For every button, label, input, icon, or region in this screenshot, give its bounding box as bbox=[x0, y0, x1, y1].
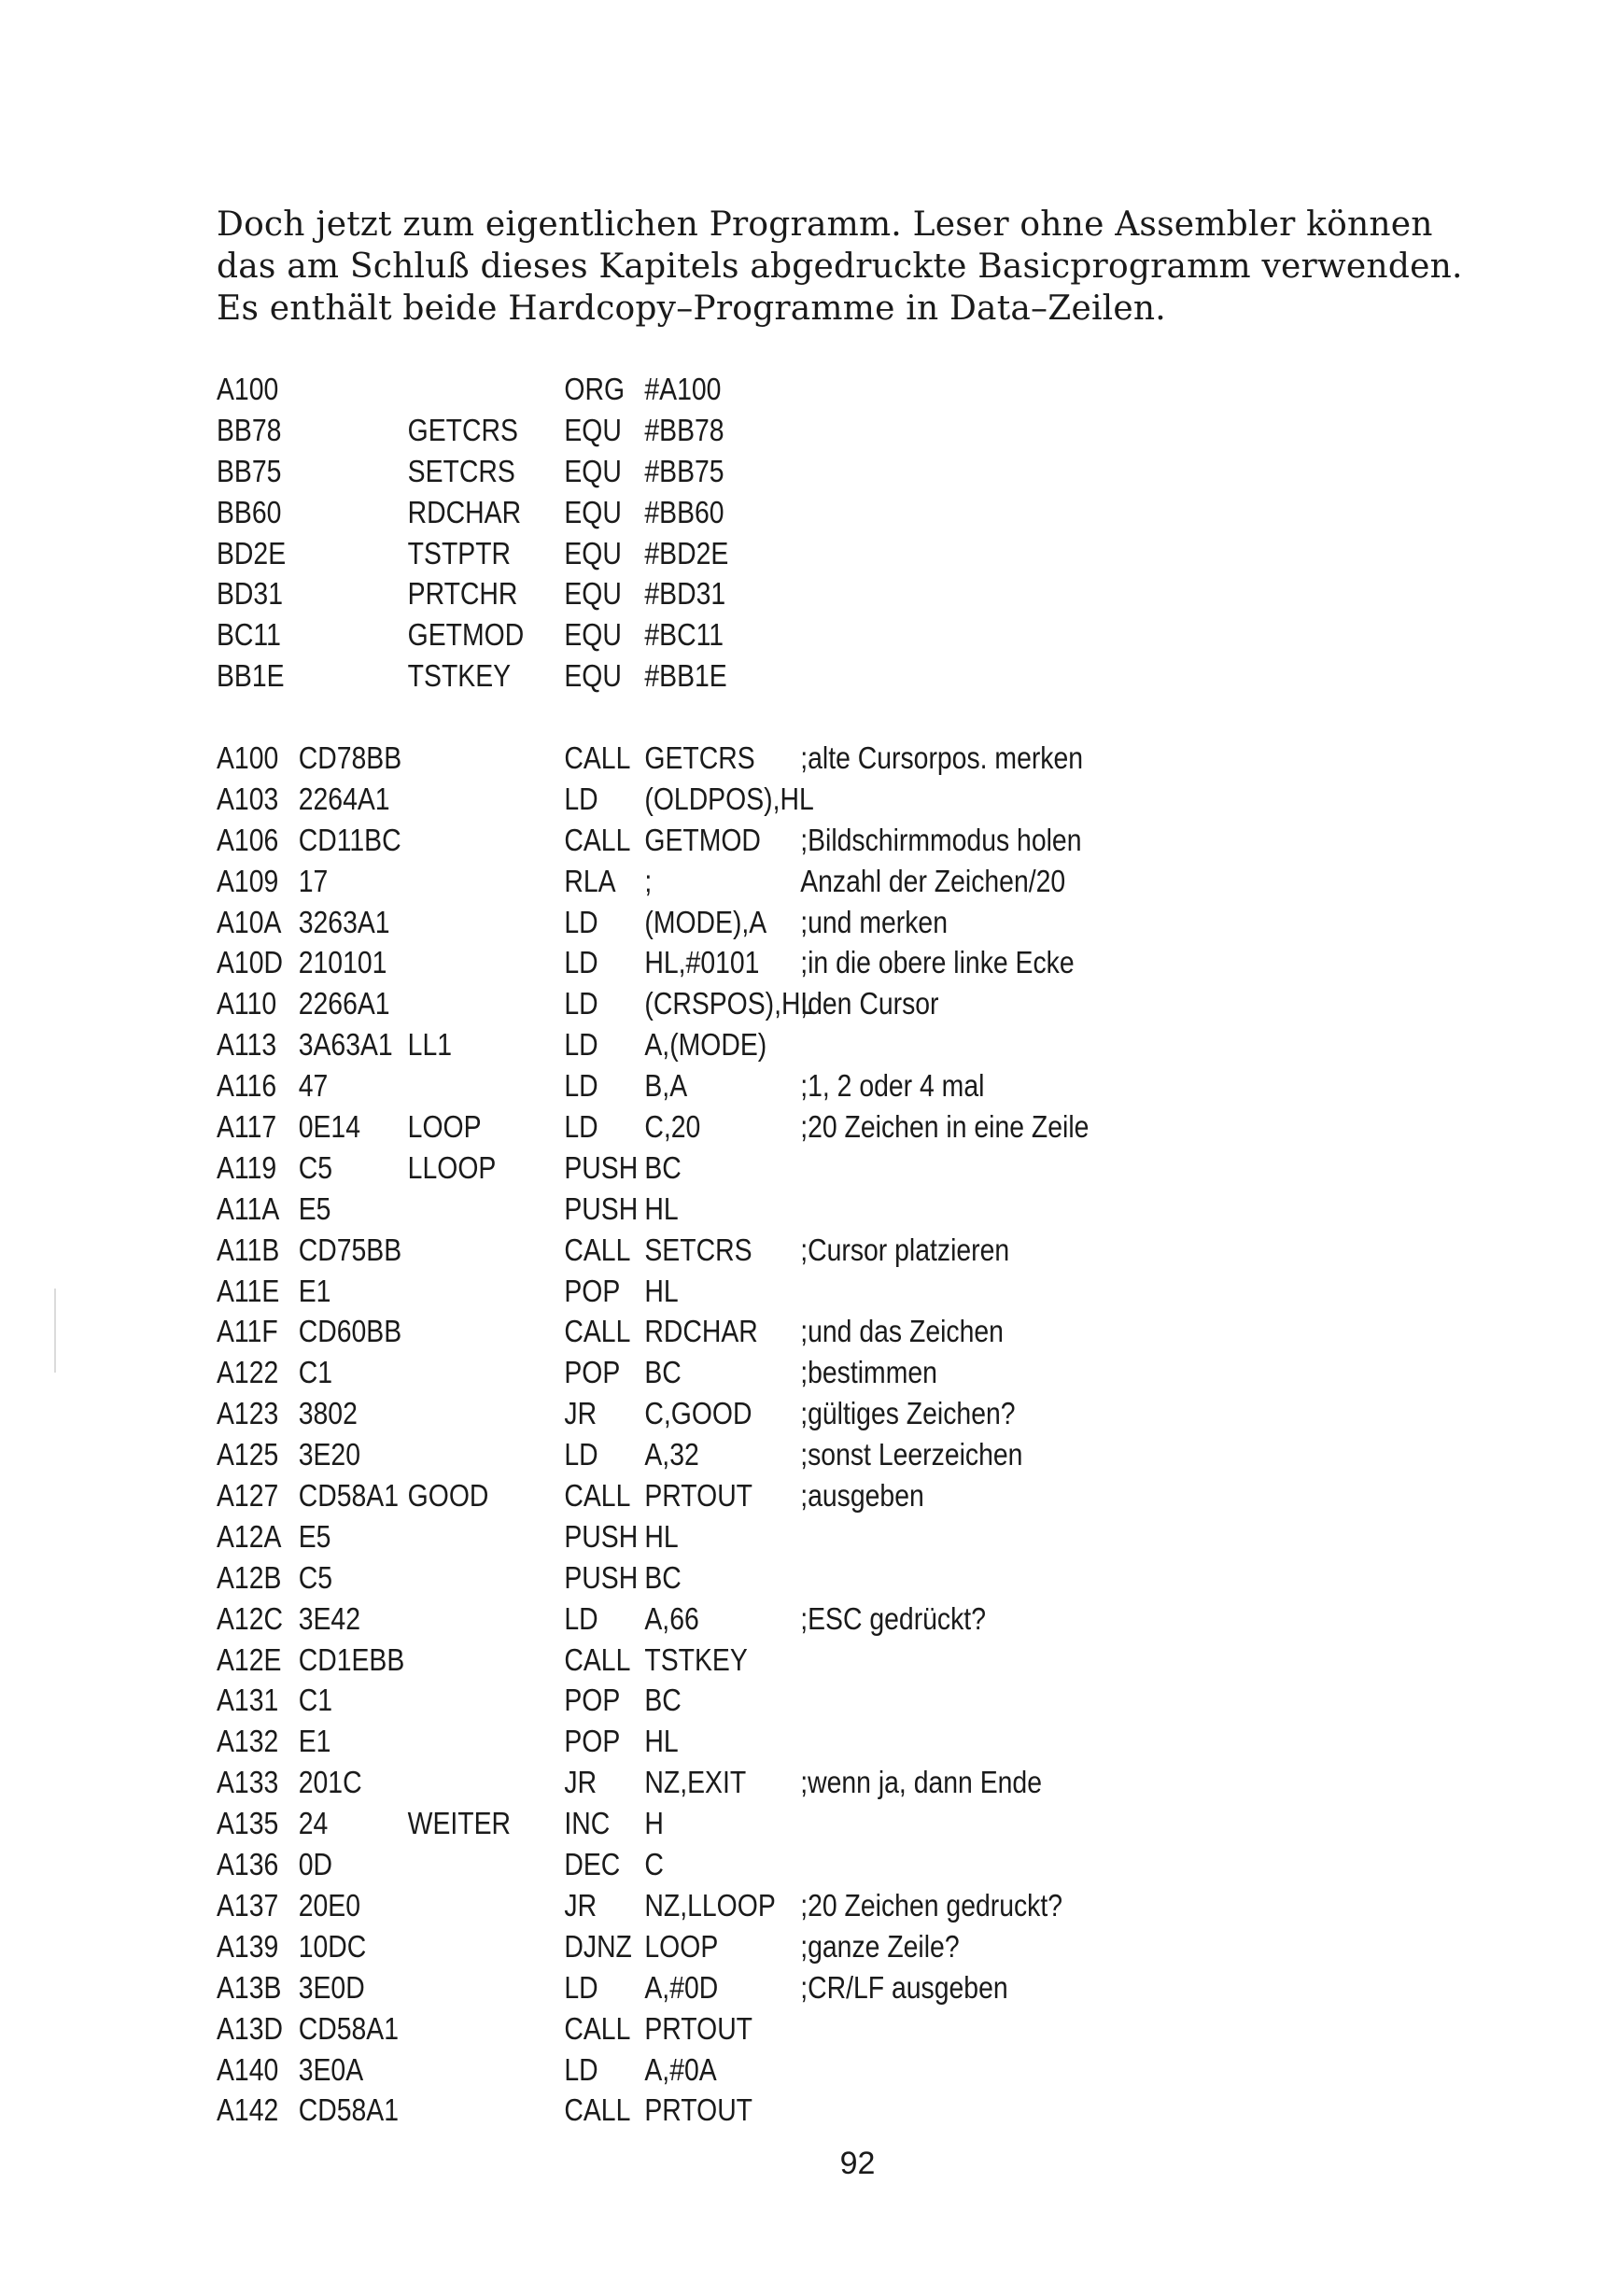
operand-cell: HL bbox=[644, 1724, 679, 1759]
operand-cell: HL bbox=[644, 1518, 679, 1554]
bytes-cell: CD11BC bbox=[298, 822, 401, 857]
mnemonic-cell: RLA bbox=[564, 863, 616, 898]
operand-cell: LOOP bbox=[644, 1928, 719, 1964]
comment-cell: ;20 Zeichen in eine Zeile bbox=[800, 1109, 1090, 1145]
mnemonic-cell: LD bbox=[564, 1437, 598, 1472]
operand-cell: BC bbox=[644, 1149, 682, 1185]
label-cell: WEITER bbox=[407, 1806, 512, 1841]
bytes-cell: CD60BB bbox=[298, 1314, 402, 1349]
operand-cell: #BD31 bbox=[644, 576, 726, 612]
mnemonic-cell: EQU bbox=[564, 494, 622, 529]
operand-cell: H bbox=[644, 1806, 664, 1841]
mnemonic-cell: CALL bbox=[564, 1314, 631, 1349]
bytes-cell: 24 bbox=[298, 1806, 329, 1841]
operand-cell: A,66 bbox=[644, 1600, 699, 1636]
mnemonic-cell: POP bbox=[564, 1683, 621, 1718]
address-cell: A119 bbox=[217, 1149, 277, 1185]
address-cell: A103 bbox=[217, 781, 279, 816]
bytes-cell: 2264A1 bbox=[298, 781, 390, 816]
operand-cell: #BB1E bbox=[644, 658, 727, 694]
comment-cell: ;ganze Zeile? bbox=[800, 1928, 960, 1964]
mnemonic-cell: EQU bbox=[564, 412, 622, 447]
address-cell: A131 bbox=[217, 1683, 279, 1718]
bytes-cell: C5 bbox=[298, 1149, 333, 1185]
address-cell: A12B bbox=[217, 1559, 282, 1595]
operand-cell: C,GOOD bbox=[644, 1396, 752, 1431]
comment-cell: ;wenn ja, dann Ende bbox=[800, 1765, 1042, 1800]
address-cell: A109 bbox=[217, 863, 279, 898]
comment-cell: ;den Cursor bbox=[800, 986, 939, 1021]
operand-cell: C bbox=[644, 1847, 664, 1882]
bytes-cell: CD1EBB bbox=[298, 1641, 405, 1677]
label-cell: GETMOD bbox=[407, 617, 525, 653]
mnemonic-cell: JR bbox=[564, 1887, 598, 1923]
bytes-cell: CD58A1 bbox=[298, 2010, 399, 2046]
address-cell: BB78 bbox=[217, 412, 282, 447]
scan-speck bbox=[54, 1289, 56, 1373]
operand-cell: HL bbox=[644, 1273, 679, 1308]
mnemonic-cell: EQU bbox=[564, 576, 622, 612]
bytes-cell: 20E0 bbox=[298, 1887, 361, 1923]
label-cell: TSTPTR bbox=[407, 535, 512, 570]
address-cell: BB75 bbox=[217, 453, 282, 488]
mnemonic-cell: CALL bbox=[564, 822, 631, 857]
operand-cell: #BB78 bbox=[644, 412, 724, 447]
address-cell: A139 bbox=[217, 1928, 279, 1964]
label-cell: LL1 bbox=[407, 1027, 453, 1063]
operand-cell: HL,#0101 bbox=[644, 945, 760, 980]
bytes-cell: 2266A1 bbox=[298, 986, 390, 1021]
mnemonic-cell: ORG bbox=[564, 372, 626, 406]
bytes-cell: CD58A1 bbox=[298, 2092, 399, 2128]
operand-cell: A,(MODE) bbox=[644, 1027, 767, 1063]
bytes-cell: 210101 bbox=[298, 945, 387, 980]
label-cell: PRTCHR bbox=[407, 576, 518, 612]
mnemonic-cell: POP bbox=[564, 1724, 621, 1759]
bytes-cell: 3E42 bbox=[298, 1600, 361, 1636]
address-cell: A100 bbox=[217, 740, 279, 775]
address-cell: A133 bbox=[217, 1765, 279, 1800]
bytes-cell: 17 bbox=[298, 863, 329, 898]
address-cell: A117 bbox=[217, 1109, 277, 1145]
mnemonic-cell: LD bbox=[564, 781, 598, 816]
address-cell: BB60 bbox=[217, 494, 282, 529]
operand-cell: B,A bbox=[644, 1068, 688, 1104]
operand-cell: #BB60 bbox=[644, 494, 724, 529]
mnemonic-cell: LD bbox=[564, 1068, 598, 1104]
operand-cell: PRTOUT bbox=[644, 1478, 753, 1514]
mnemonic-cell: CALL bbox=[564, 1232, 631, 1267]
operand-cell: SETCRS bbox=[644, 1232, 752, 1267]
address-cell: A10A bbox=[217, 904, 282, 939]
bytes-cell: 201C bbox=[298, 1765, 362, 1800]
address-cell: A135 bbox=[217, 1806, 279, 1841]
comment-cell: ;Cursor platzieren bbox=[800, 1232, 1010, 1267]
comment-cell: ;20 Zeichen gedruckt? bbox=[800, 1887, 1063, 1923]
operand-cell: #BD2E bbox=[644, 535, 729, 570]
bytes-cell: E5 bbox=[298, 1518, 331, 1554]
operand-cell: HL bbox=[644, 1190, 679, 1226]
address-cell: A106 bbox=[217, 822, 279, 857]
address-cell: A127 bbox=[217, 1478, 279, 1514]
operand-cell: #A100 bbox=[644, 372, 722, 406]
intro-paragraph bbox=[217, 204, 1468, 330]
label-cell: RDCHAR bbox=[407, 494, 522, 529]
label-cell: GETCRS bbox=[407, 412, 518, 447]
operand-cell: NZ,EXIT bbox=[644, 1765, 747, 1800]
intro-line: das am Schluß dieses Kapitels abgedruckte Basicprogramm verwenden. bbox=[217, 247, 1463, 286]
bytes-cell: 3E0D bbox=[298, 1969, 365, 2005]
mnemonic-cell: EQU bbox=[564, 535, 622, 570]
label-cell: LLOOP bbox=[407, 1149, 497, 1185]
bytes-cell: CD78BB bbox=[298, 740, 402, 775]
mnemonic-cell: PUSH bbox=[564, 1190, 639, 1226]
address-cell: A11E bbox=[217, 1273, 280, 1308]
mnemonic-cell: JR bbox=[564, 1765, 598, 1800]
bytes-cell: E1 bbox=[298, 1273, 331, 1308]
mnemonic-cell: POP bbox=[564, 1355, 621, 1390]
bytes-cell: 0D bbox=[298, 1847, 333, 1882]
address-cell: BD31 bbox=[217, 576, 284, 612]
operand-cell: A,32 bbox=[644, 1437, 699, 1472]
operand-cell: GETMOD bbox=[644, 822, 761, 857]
address-cell: A110 bbox=[217, 986, 277, 1021]
mnemonic-cell: CALL bbox=[564, 1478, 631, 1514]
mnemonic-cell: INC bbox=[564, 1806, 611, 1841]
address-cell: A11B bbox=[217, 1232, 280, 1267]
mnemonic-cell: LD bbox=[564, 945, 598, 980]
bytes-cell: E1 bbox=[298, 1724, 331, 1759]
address-cell: A12E bbox=[217, 1641, 282, 1677]
label-cell: SETCRS bbox=[407, 453, 515, 488]
mnemonic-cell: DJNZ bbox=[564, 1928, 632, 1964]
bytes-cell: 10DC bbox=[298, 1928, 367, 1964]
address-cell: A11A bbox=[217, 1190, 280, 1226]
operand-cell: (CRSPOS),HL bbox=[644, 986, 816, 1021]
mnemonic-cell: EQU bbox=[564, 658, 622, 694]
bytes-cell: 3A63A1 bbox=[298, 1027, 393, 1063]
bytes-cell: 3802 bbox=[298, 1396, 358, 1431]
mnemonic-cell: CALL bbox=[564, 1641, 631, 1677]
address-cell: A140 bbox=[217, 2051, 279, 2087]
comment-cell: ;und das Zeichen bbox=[800, 1314, 1004, 1349]
comment-cell: ;Bildschirmmodus holen bbox=[800, 822, 1082, 857]
mnemonic-cell: EQU bbox=[564, 453, 622, 488]
bytes-cell: 0E14 bbox=[298, 1109, 361, 1145]
operand-cell: #BB75 bbox=[644, 453, 724, 488]
comment-cell: ;in die obere linke Ecke bbox=[800, 945, 1075, 980]
mnemonic-cell: PUSH bbox=[564, 1518, 639, 1554]
mnemonic-cell: PUSH bbox=[564, 1149, 639, 1185]
comment-cell: ;CR/LF ausgeben bbox=[800, 1969, 1008, 2005]
mnemonic-cell: CALL bbox=[564, 2010, 631, 2046]
address-cell: A136 bbox=[217, 1847, 279, 1882]
mnemonic-cell: PUSH bbox=[564, 1559, 639, 1595]
address-cell: A11F bbox=[217, 1314, 278, 1349]
address-cell: BC11 bbox=[217, 617, 281, 653]
mnemonic-cell: LD bbox=[564, 1109, 598, 1145]
bytes-cell: 47 bbox=[298, 1068, 329, 1104]
bytes-cell: CD75BB bbox=[298, 1232, 402, 1267]
address-cell: A13D bbox=[217, 2010, 284, 2046]
bytes-cell: CD58A1 bbox=[298, 1478, 399, 1514]
bytes-cell: C1 bbox=[298, 1355, 333, 1390]
intro-line: Es enthält beide Hardcopy–Programme in Data–Zeilen. bbox=[217, 289, 1166, 328]
operand-cell: RDCHAR bbox=[644, 1314, 758, 1349]
operand-cell: PRTOUT bbox=[644, 2010, 753, 2046]
mnemonic-cell: LD bbox=[564, 1600, 598, 1636]
mnemonic-cell: DEC bbox=[564, 1847, 621, 1882]
operand-cell: GETCRS bbox=[644, 740, 755, 775]
address-cell: A13B bbox=[217, 1969, 282, 2005]
mnemonic-cell: EQU bbox=[564, 617, 622, 653]
comment-cell: ;gültiges Zeichen? bbox=[800, 1396, 1016, 1431]
operand-cell: BC bbox=[644, 1683, 682, 1718]
address-cell: A142 bbox=[217, 2092, 279, 2128]
bytes-cell: E5 bbox=[298, 1190, 331, 1226]
mnemonic-cell: CALL bbox=[564, 740, 631, 775]
operand-cell: TSTKEY bbox=[644, 1641, 748, 1677]
mnemonic-cell: JR bbox=[564, 1396, 598, 1431]
comment-cell: ;bestimmen bbox=[800, 1355, 937, 1390]
operand-cell: BC bbox=[644, 1355, 682, 1390]
operand-cell: A,#0A bbox=[644, 2051, 717, 2087]
mnemonic-cell: POP bbox=[564, 1273, 621, 1308]
address-cell: BB1E bbox=[217, 658, 285, 694]
label-cell: GOOD bbox=[407, 1478, 489, 1514]
label-cell: TSTKEY bbox=[407, 658, 512, 694]
intro-line: Doch jetzt zum eigentlichen Programm. Leser ohne Assembler können bbox=[217, 205, 1433, 244]
mnemonic-cell: LD bbox=[564, 2051, 598, 2087]
comment-cell: ;alte Cursorpos. merken bbox=[800, 740, 1084, 775]
operand-cell: PRTOUT bbox=[644, 2092, 753, 2128]
comment-cell: ;ESC gedrückt? bbox=[800, 1600, 986, 1636]
mnemonic-cell: LD bbox=[564, 1969, 598, 2005]
bytes-cell: C1 bbox=[298, 1683, 333, 1718]
bytes-cell: 3E0A bbox=[298, 2051, 364, 2087]
address-cell: A12C bbox=[217, 1600, 284, 1636]
address-cell: A100 bbox=[217, 372, 279, 406]
operand-cell: (MODE),A bbox=[644, 904, 767, 939]
operand-cell: A,#0D bbox=[644, 1969, 719, 2005]
mnemonic-cell: LD bbox=[564, 986, 598, 1021]
address-cell: A125 bbox=[217, 1437, 279, 1472]
operand-cell: #BC11 bbox=[644, 617, 724, 653]
bytes-cell: 3263A1 bbox=[298, 904, 390, 939]
comment-cell: ;1, 2 oder 4 mal bbox=[800, 1068, 985, 1104]
bytes-cell: 3E20 bbox=[298, 1437, 361, 1472]
operand-cell: BC bbox=[644, 1559, 682, 1595]
operand-cell: (OLDPOS),HL bbox=[644, 781, 814, 816]
mnemonic-cell: LD bbox=[564, 1027, 598, 1063]
mnemonic-cell: LD bbox=[564, 904, 598, 939]
address-cell: A113 bbox=[217, 1027, 277, 1063]
address-cell: A123 bbox=[217, 1396, 279, 1431]
label-cell: LOOP bbox=[407, 1109, 482, 1145]
comment-cell: ;und merken bbox=[800, 904, 948, 939]
address-cell: A137 bbox=[217, 1887, 279, 1923]
operand-cell: ; bbox=[644, 863, 653, 898]
comment-cell: ;ausgeben bbox=[800, 1478, 924, 1514]
address-cell: A10D bbox=[217, 945, 284, 980]
bytes-cell: C5 bbox=[298, 1559, 333, 1595]
address-cell: A116 bbox=[217, 1068, 277, 1104]
page-number: 92 bbox=[839, 2146, 876, 2181]
address-cell: A122 bbox=[217, 1355, 279, 1390]
address-cell: BD2E bbox=[217, 535, 287, 570]
operand-cell: C,20 bbox=[644, 1109, 701, 1145]
operand-cell: NZ,LLOOP bbox=[644, 1887, 776, 1923]
mnemonic-cell: CALL bbox=[564, 2092, 631, 2128]
comment-cell: ;sonst Leerzeichen bbox=[800, 1437, 1023, 1472]
address-cell: A132 bbox=[217, 1724, 279, 1759]
address-cell: A12A bbox=[217, 1518, 282, 1554]
comment-cell: Anzahl der Zeichen/20 bbox=[800, 863, 1066, 898]
